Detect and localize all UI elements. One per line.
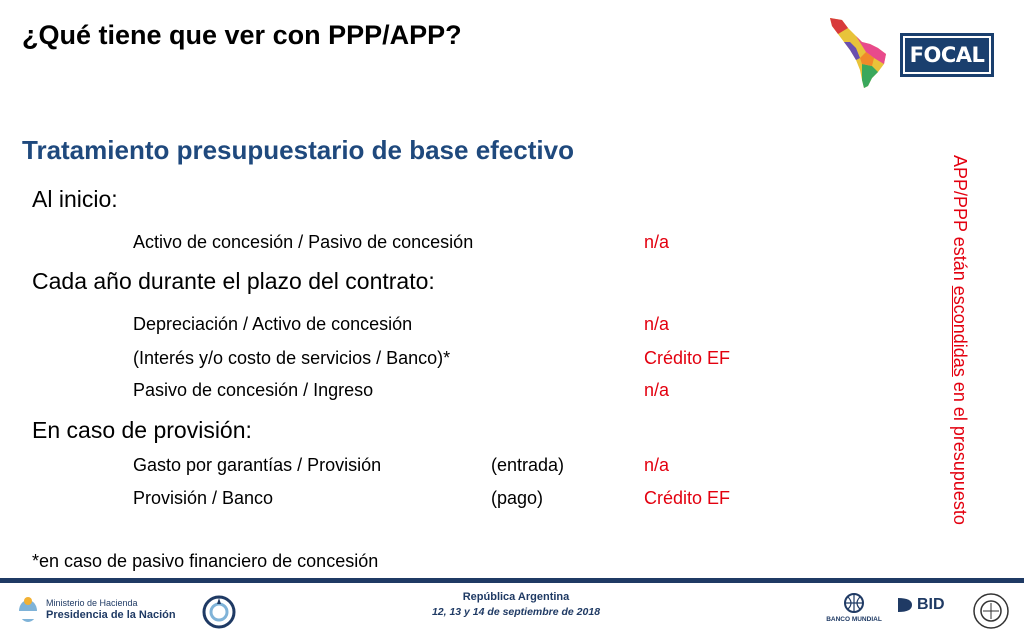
argentina-coat-of-arms-icon xyxy=(16,595,40,625)
section-heading-provision: En caso de provisión: xyxy=(32,417,252,443)
bid-logo xyxy=(896,596,945,614)
ministry-logo xyxy=(16,595,176,625)
side-note-before: APP/PPP están xyxy=(950,155,970,286)
section-heading-inicio: Al inicio: xyxy=(32,186,118,212)
side-note xyxy=(949,155,970,525)
world-bank-logo xyxy=(822,592,886,623)
footer-country: República Argentina xyxy=(462,591,570,603)
effect-text: Crédito EF xyxy=(644,348,731,368)
effect-text: n/a xyxy=(644,380,670,400)
slide-title: ¿Qué tiene que ver con PPP/APP? xyxy=(22,20,462,50)
world-bank-name: BANCO MUNDIAL xyxy=(826,616,882,623)
footer-event-info xyxy=(380,591,652,618)
section-heading-cada-ano: Cada año durante el plazo del contrato: xyxy=(32,268,435,294)
focal-logo: FOCAL xyxy=(900,33,994,77)
presidency-name: Presidencia de la Nación xyxy=(46,608,176,621)
entry-text: Gasto por garantías / Provisión xyxy=(133,455,382,475)
bid-mark-icon xyxy=(896,596,914,614)
entry-text: Pasivo de concesión / Ingreso xyxy=(133,380,374,400)
side-note-underlined: escondidas xyxy=(950,285,970,377)
footnote: *en caso de pasivo financiero de concesión xyxy=(32,551,379,571)
globe-icon xyxy=(843,592,865,614)
effect-text: Crédito EF xyxy=(644,488,731,508)
ministry-name: Ministerio de Hacienda xyxy=(46,598,138,608)
qualifier-text: (pago) xyxy=(491,488,544,508)
effect-text: n/a xyxy=(644,455,670,475)
effect-text: n/a xyxy=(644,232,670,252)
entry-text: Provisión / Banco xyxy=(133,488,274,508)
qualifier-text: (entrada) xyxy=(491,455,565,475)
entry-text: Depreciación / Activo de concesión xyxy=(133,314,413,334)
footer-dates: 12, 13 y 14 de septiembre de 2018 xyxy=(431,606,601,618)
seal-icon xyxy=(200,594,238,630)
effect-text: n/a xyxy=(644,314,670,334)
side-note-after: en el presupuesto xyxy=(950,376,970,525)
entry-text: (Interés y/o costo de servicios / Banco)* xyxy=(133,348,451,368)
bid-name: BID xyxy=(917,596,945,613)
imf-seal-icon xyxy=(972,592,1010,630)
latin-america-map-icon xyxy=(826,14,898,90)
slide-subtitle: Tratamiento presupuestario de base efectivo xyxy=(22,135,574,165)
entry-text: Activo de concesión / Pasivo de concesión xyxy=(133,232,474,252)
